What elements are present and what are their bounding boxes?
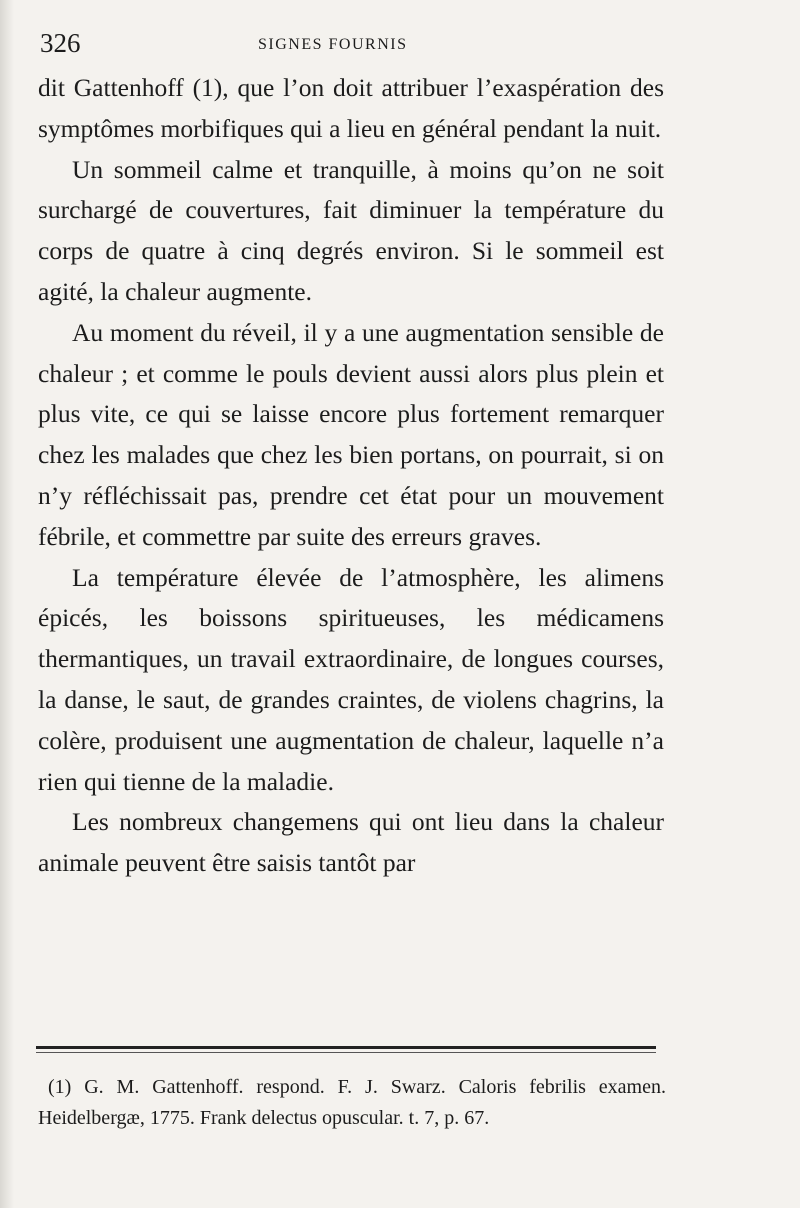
paragraph: Un sommeil calme et tranquille, à moins qu’on ne soit surchargé de couvertures, fait diminuer la température du corps de quatre à cinq degrés environ. Si le sommeil est agité, la chaleur augmente. <box>38 154 664 306</box>
paragraph: Au moment du réveil, il y a une augmentation sensible de chaleur ; et comme le pouls devient aussi alors plus plein et plus vite, ce qui se laisse encore plus fortement remarquer chez les malades que chez les bien portans, on pourrait, si on n’y réfléchissait pas, prendre cet état pour un mouvement fébrile, et commettre par suite des erreurs graves. <box>38 317 664 551</box>
footnote-rule <box>36 1046 656 1049</box>
footnote: (1) G. M. Gattenhoff. respond. F. J. Swarz. Caloris febrilis examen. Heidelbergæ, 1775. Frank delectus opuscular. t. 7, p. 67. <box>38 1076 666 1129</box>
paragraph: Les nombreux changemens qui ont lieu dans la chaleur animale peuvent être saisis tantôt par <box>38 807 664 878</box>
running-head <box>40 28 720 68</box>
footnote-rule-thin <box>36 1052 656 1053</box>
page-number: 326 <box>40 28 81 58</box>
scan-edge <box>0 0 14 1208</box>
paragraph: La température élevée de l’atmosphère, les alimens épicés, les boissons spiritueuses, les médicamens thermantiques, un travail extraordinaire, de longues courses, la danse, le saut, de grandes craintes, de violens chagrins, la colère, produisent une augmentation de chaleur, laquelle n’a rien qui tienne de la maladie. <box>38 562 664 796</box>
paragraph-continuation: dit Gattenhoff (1), que l’on doit attribuer l’exaspération des symptômes morbifiques qui a lieu en général pendant la nuit. <box>38 73 664 143</box>
body-text <box>38 68 664 884</box>
running-title: SIGNES FOURNIS <box>258 36 408 53</box>
